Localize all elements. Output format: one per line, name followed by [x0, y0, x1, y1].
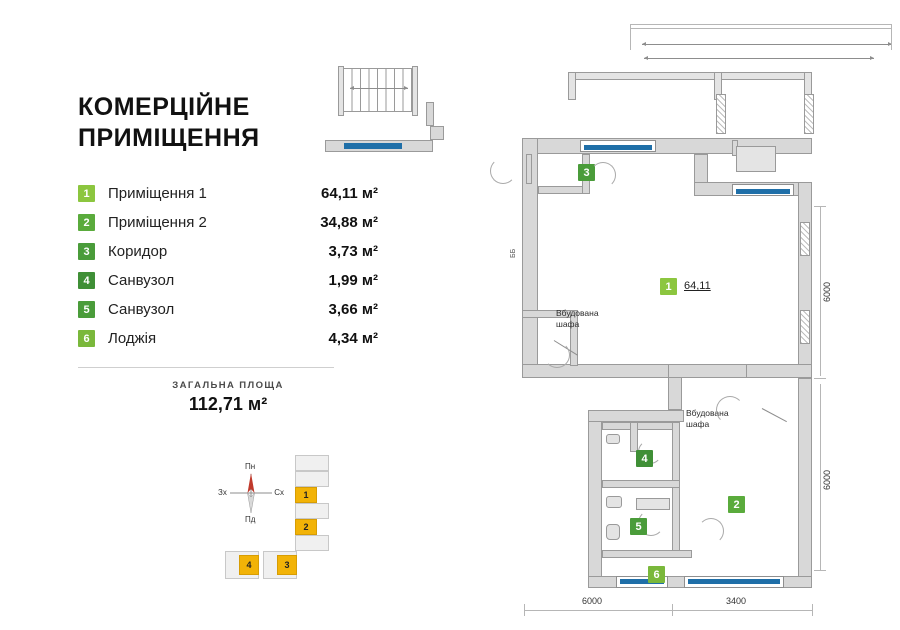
- keymap-block-highlight-2[interactable]: [295, 519, 317, 535]
- wall-top-beam: [568, 72, 812, 80]
- ref-line: [630, 24, 892, 25]
- interior-wall: [630, 422, 638, 452]
- dimension-line-top-2: [644, 58, 874, 59]
- wall-dim-text: ББ: [510, 248, 517, 258]
- dimension-text-right-top: 6000: [822, 281, 832, 302]
- keymap-block-highlight-1[interactable]: [295, 487, 317, 503]
- interior-wall: [602, 480, 680, 488]
- ref-line: [891, 24, 892, 50]
- list-item: [78, 237, 378, 266]
- window-glazing: [584, 145, 652, 150]
- dimension-tick: [814, 570, 826, 571]
- window-glazing: [736, 189, 790, 194]
- compass-label-east: Сх: [274, 488, 284, 497]
- door-swing-icon: [716, 396, 744, 424]
- door-swing-icon: [698, 518, 724, 544]
- utility-box: [736, 146, 776, 172]
- divider: [78, 367, 334, 368]
- dimension-line-stair: [350, 88, 408, 89]
- dimension-line-bottom: [524, 610, 812, 611]
- dimension-line-right: [820, 384, 821, 570]
- hatched-column: [800, 222, 810, 256]
- exterior-wall-right-lower: [798, 378, 812, 588]
- room-badge: 3: [78, 243, 95, 260]
- dimension-tick: [814, 378, 826, 379]
- room-area: 1,99 м²: [328, 272, 378, 289]
- compass-label-west: Зх: [218, 488, 227, 497]
- interior-wall: [522, 364, 682, 378]
- dimension-tick: [814, 206, 826, 207]
- hatched-column: [716, 94, 726, 134]
- plan-area-label-1: 64,11: [684, 280, 711, 292]
- plan-badge-1: 1: [660, 278, 677, 295]
- leader-line: [762, 408, 787, 422]
- note-builtin-closet-1: Вбудована шафа: [556, 308, 599, 329]
- ref-line: [630, 28, 892, 29]
- room-legend-list: [78, 179, 378, 353]
- wall-segment: [412, 66, 418, 116]
- room-area: 4,34 м²: [328, 330, 378, 347]
- room-name: Приміщення 1: [108, 185, 207, 202]
- keymap-block: [295, 535, 329, 551]
- ref-line: [630, 24, 631, 50]
- list-item: [78, 208, 378, 237]
- wall-segment: [426, 102, 434, 126]
- keymap-block: [295, 503, 329, 519]
- door-swing-icon: [544, 342, 570, 368]
- room-area: 34,88 м²: [320, 214, 378, 231]
- dimension-text-bottom-left: 6000: [582, 596, 603, 606]
- list-item: [78, 295, 378, 324]
- room-badge: 6: [78, 330, 95, 347]
- keymap-block-label: 4: [246, 560, 252, 570]
- dimension-line-top: [642, 44, 892, 45]
- list-item: [78, 266, 378, 295]
- plan-badge-2: 2: [728, 496, 745, 513]
- door-swing-icon: [490, 158, 516, 184]
- plan-badge-4: 4: [636, 450, 653, 467]
- total-area-block: [78, 380, 378, 415]
- dimension-line-right: [820, 206, 821, 376]
- sink-fixture: [606, 496, 622, 508]
- room-name: Санвузол: [108, 272, 175, 289]
- page-title-line2: ПРИМІЩЕННЯ: [78, 123, 260, 152]
- list-item: [78, 179, 378, 208]
- dimension-tick: [524, 604, 525, 616]
- door-swing-icon: [590, 162, 616, 188]
- interior-wall: [602, 422, 680, 430]
- wall-segment: [568, 72, 576, 100]
- dimension-text-right-bottom: 6000: [822, 469, 832, 490]
- exterior-wall-right: [798, 182, 812, 378]
- dimension-tick: [812, 604, 813, 616]
- note-builtin-closet-2: Вбудована шафа: [686, 408, 729, 429]
- keymap-block-highlight-4[interactable]: [239, 555, 259, 575]
- room-badge: 5: [78, 301, 95, 318]
- sink-fixture: [606, 434, 620, 444]
- interior-wall: [602, 550, 692, 558]
- page-title-line1: КОМЕРЦІЙНЕ: [78, 93, 250, 121]
- room-name: Санвузол: [108, 301, 175, 318]
- keymap-block-label: 1: [303, 490, 309, 500]
- room-badge: 4: [78, 272, 95, 289]
- room-badge: 1: [78, 185, 95, 202]
- keymap-block-label: 2: [303, 522, 309, 532]
- list-item: [78, 324, 378, 353]
- window-glazing: [688, 579, 780, 584]
- keymap-block: [295, 455, 329, 471]
- room-area: 64,11 м²: [321, 185, 378, 202]
- wall-segment: [588, 410, 684, 422]
- building-keymap: [225, 455, 335, 585]
- plan-badge-5: 5: [630, 518, 647, 535]
- keymap-block-highlight-3[interactable]: [277, 555, 297, 575]
- total-area-label: ЗАГАЛЬНА ПЛОЩА: [172, 380, 284, 391]
- floor-plan: [470, 10, 890, 622]
- keymap-block-label: 3: [284, 560, 290, 570]
- wall-segment: [338, 66, 344, 116]
- room-area: 3,73 м²: [328, 243, 378, 260]
- bath-fixture: [636, 498, 670, 510]
- room-name: Лоджія: [108, 330, 157, 347]
- room-badge: 2: [78, 214, 95, 231]
- wall-segment: [526, 154, 532, 184]
- room-name: Приміщення 2: [108, 214, 207, 231]
- room-area: 3,66 м²: [328, 301, 378, 318]
- hatched-column: [804, 94, 814, 134]
- compass-label-north: Пн: [245, 462, 256, 471]
- interior-wall: [746, 364, 812, 378]
- stair-run: [342, 68, 412, 112]
- keymap-block: [295, 471, 329, 487]
- column: [430, 126, 444, 140]
- dimension-text-bottom-right: 3400: [726, 596, 747, 606]
- dimension-tick: [672, 604, 673, 616]
- toilet-fixture: [606, 524, 620, 540]
- total-area-value: 112,71 м²: [188, 394, 268, 414]
- plan-badge-6: 6: [648, 566, 665, 583]
- compass-label-south: Пд: [245, 515, 256, 524]
- window-glazing: [344, 143, 402, 149]
- hatched-column: [800, 310, 810, 344]
- room-name: Коридор: [108, 243, 168, 260]
- exterior-wall-left-lower: [588, 410, 602, 588]
- plan-badge-3: 3: [578, 164, 595, 181]
